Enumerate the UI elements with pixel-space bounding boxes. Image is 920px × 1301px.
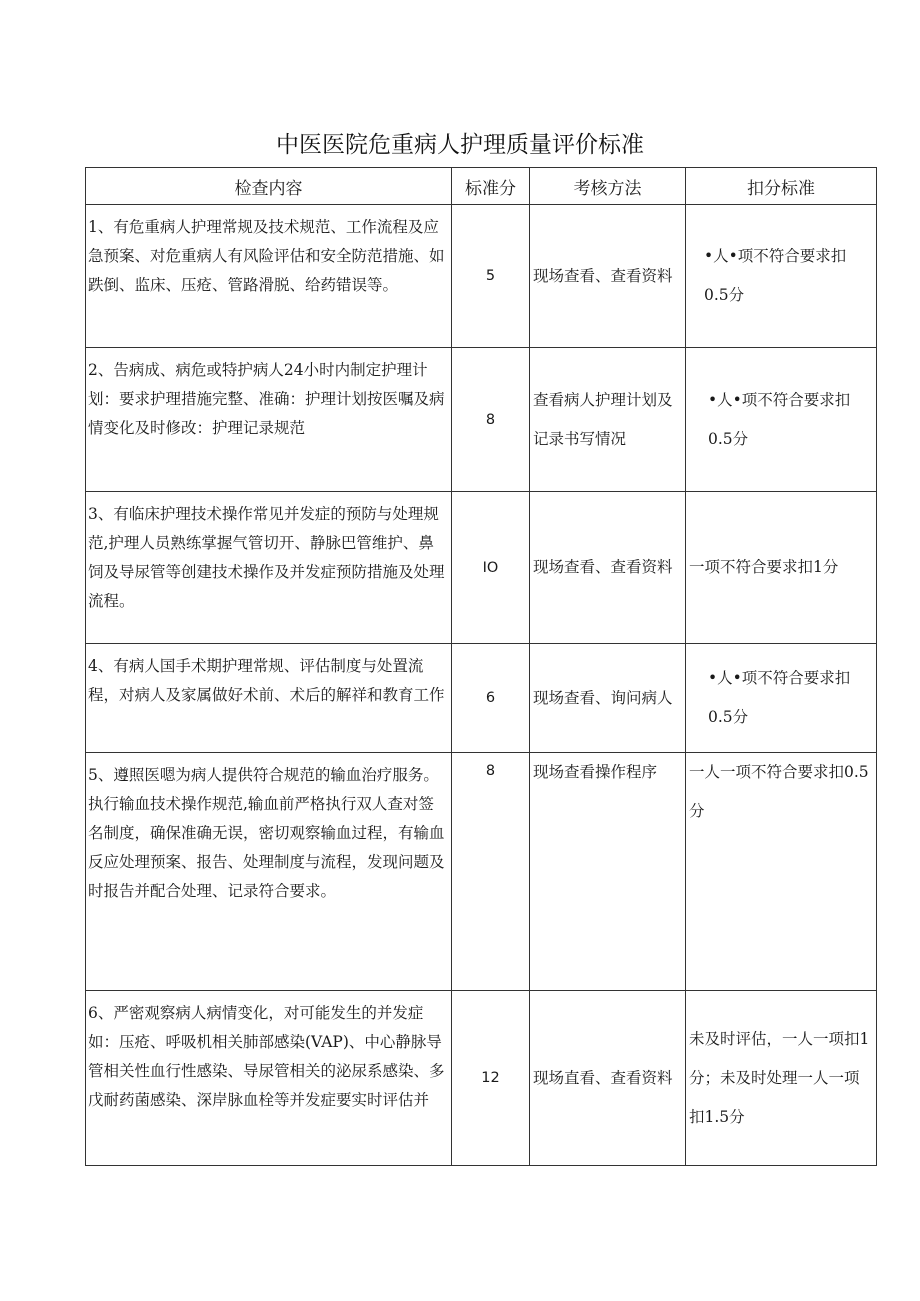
row-method: 现场查看、询问病人 xyxy=(530,644,686,753)
row-method: 现场查看、查看资料 xyxy=(530,205,686,348)
row-deduction: 未及时评估，一人一项扣1分；未及时处理一人一项扣1.5分 xyxy=(686,991,877,1166)
header-content: 检查内容 xyxy=(86,168,452,205)
row-score: IO xyxy=(452,492,530,644)
evaluation-table xyxy=(85,167,877,1166)
row-deduction: •人•项不符合要求扣0.5分 xyxy=(686,644,877,753)
row-content: 2、告病成、病危或特护病人24小时内制定护理计划：要求护理措施完整、准确：护理计划按医嘱及病情变化及时修改：护理记录规范 xyxy=(86,348,452,492)
row-method: 现场查看操作程序 xyxy=(530,753,686,991)
header-method: 考核方法 xyxy=(530,168,686,205)
row-deduction: •人•项不符合要求扣0.5分 xyxy=(686,205,877,348)
row-method: 查看病人护理计划及记录书写情况 xyxy=(530,348,686,492)
row-deduction: •人•项不符合要求扣0.5分 xyxy=(686,348,877,492)
row-method: 现场直看、查看资料 xyxy=(530,991,686,1166)
row-score: 8 xyxy=(452,348,530,492)
row-score: 12 xyxy=(452,991,530,1166)
row-content: 5、遵照医嗯为病人提供符合规范的输血治疗服务。执行输血技术操作规范,输血前严格执行双人查对签名制度，确保准确无误，密切观察输血过程，有输血反应处理预案、报告、处理制度与流程，发现问题及时报告并配合处理、记录符合要求。 xyxy=(86,753,452,991)
row-content: 6、严密观察病人病情变化，对可能发生的并发症如：压疮、呼吸机相关肺部感染(VAP)、中心静脉导管相关性血行性感染、导尿管相关的泌尿系感染、多戊耐药菌感染、深岸脉血栓等并发症要实时评估并 xyxy=(86,991,452,1166)
row-content: 3、有临床护理技术操作常见并发症的预防与处理规范,护理人员熟练掌握气管切开、静脉巴管维护、鼻饲及导尿管等创建技术操作及并发症预防措施及处理流程。 xyxy=(86,492,452,644)
table-header-row xyxy=(86,168,877,205)
row-score: 6 xyxy=(452,644,530,753)
header-score: 标准分 xyxy=(452,168,530,205)
header-deduction: 扣分标准 xyxy=(686,168,877,205)
row-deduction: 一项不符合要求扣1分 xyxy=(686,492,877,644)
table-row xyxy=(86,991,877,1166)
table-row xyxy=(86,753,877,991)
table-row xyxy=(86,348,877,492)
row-method: 现场查看、查看资料 xyxy=(530,492,686,644)
row-content: 4、有病人国手术期护理常规、评估制度与处置流程，对病人及家属做好术前、术后的解祥和教育工作 xyxy=(86,644,452,753)
table-row xyxy=(86,492,877,644)
row-content: 1、有危重病人护理常规及技术规范、工作流程及应急预案、对危重病人有风险评估和安全防范措施、如跌倒、监床、压疮、管路滑脱、给药错误等。 xyxy=(86,205,452,348)
table-row xyxy=(86,205,877,348)
page-title: 中医医院危重病人护理质量评价标准 xyxy=(276,132,644,158)
row-deduction: 一人一项不符合要求扣0.5分 xyxy=(686,753,877,991)
row-score: 8 xyxy=(452,753,530,991)
row-score: 5 xyxy=(452,205,530,348)
table-row xyxy=(86,644,877,753)
